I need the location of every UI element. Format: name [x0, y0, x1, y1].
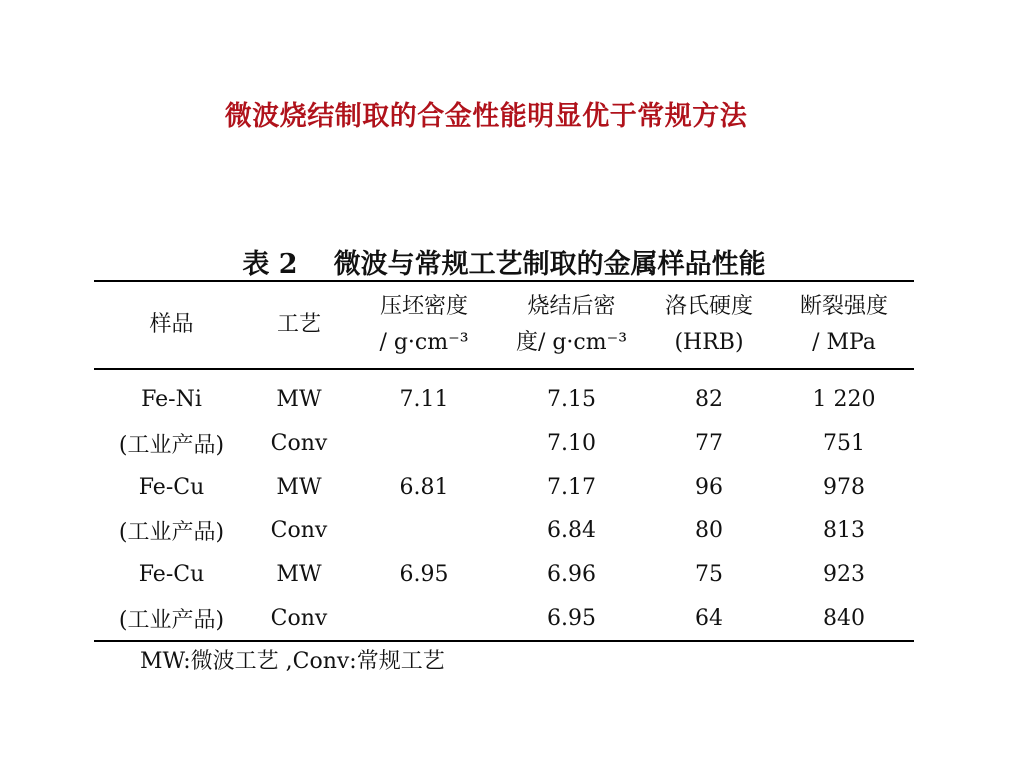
cell-hardness: 77 — [695, 431, 723, 457]
header-text: 度/ g·cm⁻³ — [515, 330, 628, 355]
cell-green-density: 6.95 — [399, 562, 449, 588]
cell-sample: Fe-Ni — [141, 387, 202, 413]
cell-sample: (工业产品) — [118, 433, 225, 459]
cell-green-density — [349, 596, 499, 641]
cell-sintered-density: 6.96 — [547, 562, 596, 588]
header-green-density — [349, 281, 499, 369]
cell-green-density: 7.11 — [399, 387, 449, 413]
header-sample — [94, 281, 249, 369]
header-fracture-strength — [774, 281, 914, 369]
cell-sintered-density: 7.15 — [547, 387, 596, 413]
cell-process: Conv — [270, 431, 328, 457]
header-rockwell-hardness — [644, 281, 774, 369]
cell-process: Conv — [249, 596, 349, 641]
table-row — [94, 596, 914, 641]
properties-table — [94, 280, 914, 642]
header-process — [249, 281, 349, 369]
header-text: 断裂强度 — [799, 294, 888, 319]
table-row — [94, 553, 914, 597]
cell-strength: 978 — [823, 474, 865, 500]
cell-green-density — [349, 422, 499, 466]
cell-sintered-density: 7.17 — [547, 474, 596, 500]
cell-strength: 1 220 — [812, 387, 876, 413]
table-row — [94, 369, 914, 422]
table-footnote: MW:微波工艺 ,Conv:常规工艺 — [140, 649, 445, 674]
table-row — [94, 465, 914, 509]
cell-green-density — [349, 509, 499, 553]
cell-strength: 751 — [823, 431, 865, 457]
cell-sintered-density: 7.10 — [547, 431, 596, 457]
header-text: / g·cm⁻³ — [379, 330, 469, 355]
cell-hardness: 82 — [695, 387, 723, 413]
header-text: (HRB) — [674, 330, 744, 355]
cell-sample: (工业产品) — [118, 520, 225, 546]
cell-sample: Fe-Cu — [138, 474, 205, 500]
table-title: 微波与常规工艺制取的金属样品性能 — [333, 249, 766, 280]
table-caption — [94, 242, 914, 281]
header-text: 压坯密度 — [379, 294, 468, 319]
table-number: 表 2 — [242, 249, 298, 280]
header-text: 样品 — [149, 312, 194, 337]
cell-strength: 923 — [823, 562, 865, 588]
header-text: 洛氏硬度 — [664, 294, 753, 319]
cell-hardness: 75 — [695, 562, 723, 588]
header-text: 工艺 — [276, 312, 321, 337]
cell-sintered-density: 6.84 — [547, 518, 596, 544]
table-row — [94, 509, 914, 553]
table-header-row — [94, 281, 914, 369]
cell-hardness: 96 — [695, 474, 723, 500]
cell-sample: (工业产品) — [94, 596, 249, 641]
cell-sample: Fe-Cu — [138, 562, 205, 588]
cell-strength: 813 — [823, 518, 865, 544]
header-sintered-density — [499, 281, 644, 369]
slide-title: 微波烧结制取的合金性能明显优于常规方法 — [224, 101, 748, 132]
cell-hardness: 80 — [695, 518, 723, 544]
cell-sintered-density: 6.95 — [499, 596, 644, 641]
cell-process: MW — [276, 562, 322, 588]
cell-green-density: 6.81 — [399, 474, 449, 500]
table-row — [94, 422, 914, 466]
header-text: / MPa — [812, 330, 876, 355]
cell-process: Conv — [270, 518, 328, 544]
cell-process: MW — [276, 474, 322, 500]
cell-process: MW — [276, 387, 322, 413]
header-text: 烧结后密 — [527, 294, 616, 319]
cell-strength: 840 — [774, 596, 914, 641]
cell-hardness: 64 — [644, 596, 774, 641]
